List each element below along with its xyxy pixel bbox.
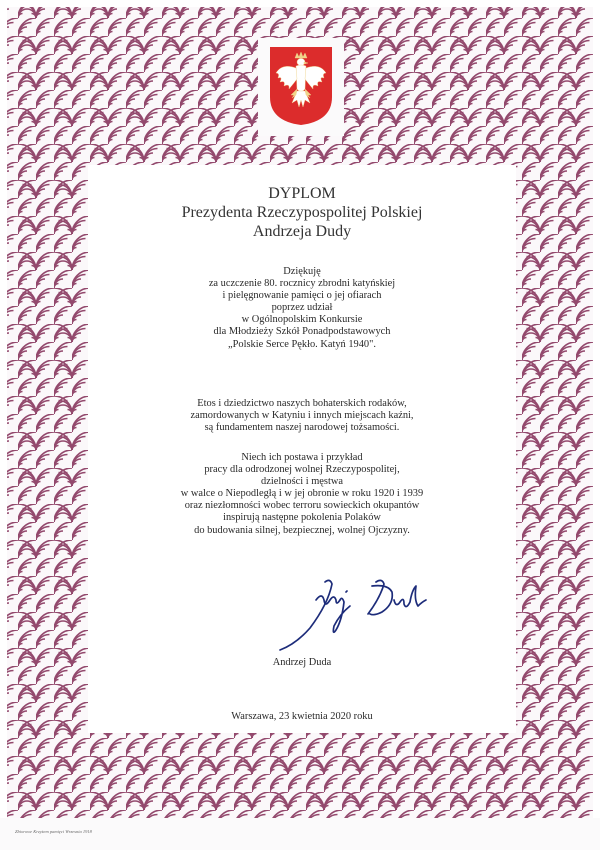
text-line: zamordowanych w Katyniu i innych miejscach kaźni,	[190, 410, 414, 422]
text-line: są fundamentem naszej narodowej tożsamości.	[204, 422, 400, 434]
text-line: Etos i dziedzictwo naszych bohaterskich rodaków,	[197, 398, 407, 409]
text-line: w walce o Niepodległą i w jej obronie w roku 1920 i 1939	[180, 488, 424, 500]
text-line: poprzez udział	[271, 302, 333, 314]
text-line: i pielęgnowanie pamięci o jej ofiarach	[222, 290, 382, 302]
text-line: pracy dla odrodzonej wolnej Rzeczypospolitej,	[204, 464, 400, 476]
text-line: za uczczenie 80. rocznicy zbrodni katyńskiej	[208, 278, 396, 290]
paragraph-thanks	[88, 266, 516, 351]
footnote: Zbiorowe Krzyżem pamięci Wrzesnia 1918	[15, 829, 92, 834]
text-line: „Polskie Serce Pękło. Katyń 1940".	[228, 338, 376, 350]
handwritten-signature	[270, 570, 435, 655]
text-line: w Ogólnopolskim Konkursie	[241, 314, 363, 326]
place-and-date: Warszawa, 23 kwietnia 2020 roku	[231, 711, 373, 722]
text-line: Dziękuję	[283, 266, 321, 277]
text-line: inspirują następne pokolenia Polaków	[223, 512, 381, 524]
title-line-3: Andrzeja Dudy	[252, 223, 352, 240]
text-line: Niech ich postawa i przykład	[241, 452, 363, 463]
text-line: do budowania silnej, bezpiecznej, wolnej Ojczyzny.	[194, 524, 410, 536]
text-line: oraz niezłomności wobec terroru sowieckich okupantów	[184, 500, 420, 512]
text-line: dla Młodzieży Szkół Ponadpodstawowych	[213, 326, 391, 338]
title-line-1: DYPLOM	[268, 185, 336, 202]
signer-name: Andrzej Duda	[272, 657, 332, 668]
polish-coat-of-arms-icon	[268, 45, 334, 127]
paragraph-ethos	[88, 398, 516, 434]
title-line-2: Prezydenta Rzeczypospolitej Polskiej	[181, 204, 423, 221]
text-line: dzielności i męstwa	[261, 476, 343, 488]
paragraph-inspiration	[88, 452, 516, 537]
diploma-title	[88, 184, 516, 241]
